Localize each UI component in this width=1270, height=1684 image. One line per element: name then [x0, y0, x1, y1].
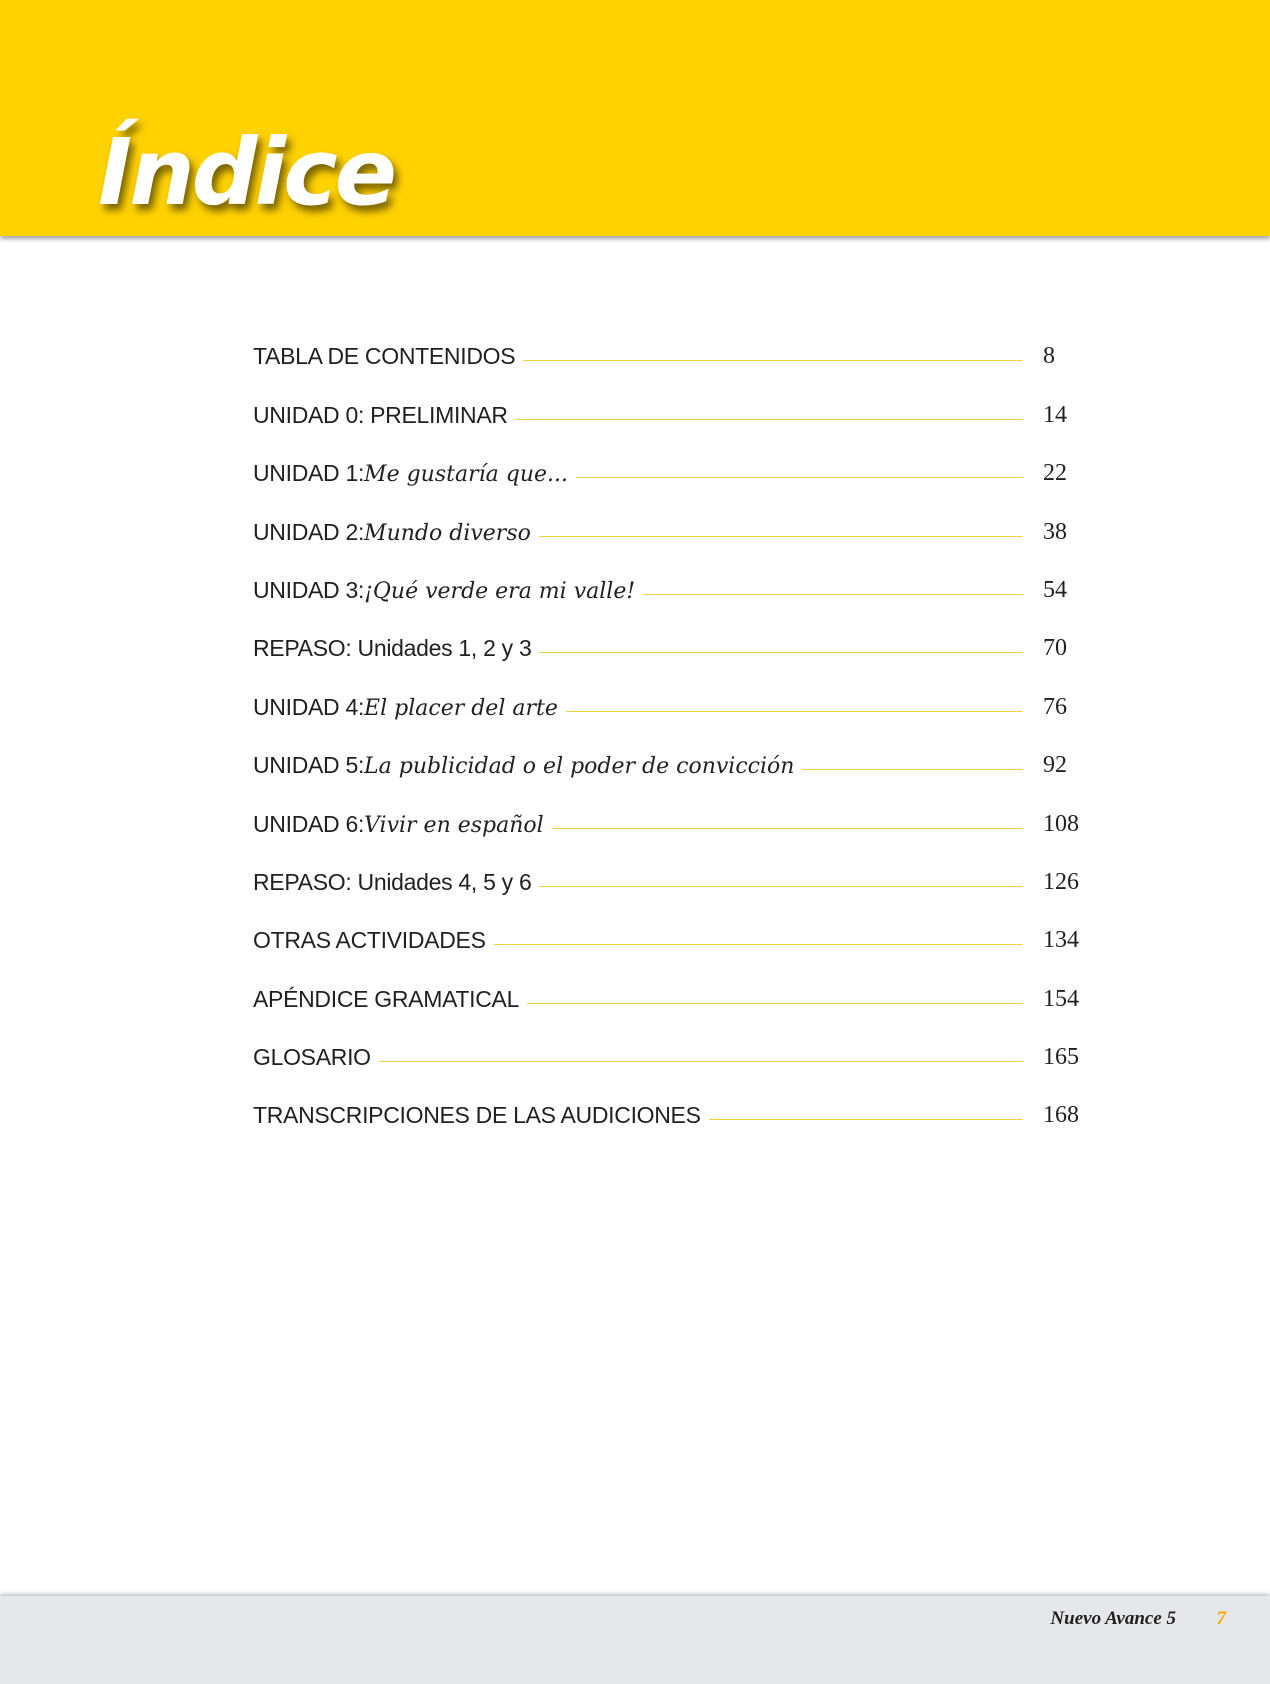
toc-leader-line — [709, 1118, 1023, 1120]
toc-entry-label: OTRAS ACTIVIDADES — [253, 927, 486, 954]
toc-entry[interactable] — [253, 662, 1093, 720]
toc-page-number: 154 — [1043, 985, 1079, 1012]
toc-leader-line — [494, 943, 1023, 945]
toc-page-number: 38 — [1043, 518, 1067, 545]
table-of-contents — [253, 312, 1093, 1129]
footer-book-title: Nuevo Avance 5 — [1050, 1608, 1176, 1629]
toc-leader-line — [539, 885, 1023, 887]
footer-page-number: 7 — [1216, 1608, 1226, 1629]
toc-page-number: 54 — [1043, 576, 1067, 603]
toc-entry[interactable] — [253, 312, 1093, 370]
toc-leader-line — [539, 651, 1023, 653]
toc-leader-line — [527, 1002, 1023, 1004]
page-title: Índice — [98, 119, 395, 226]
toc-entry-label: UNIDAD 6: — [253, 810, 365, 837]
header-banner — [0, 0, 1270, 236]
toc-entry-label: UNIDAD 5: — [253, 752, 365, 779]
toc-entry-title: Vivir en español — [364, 812, 544, 838]
toc-page-number: 76 — [1043, 693, 1067, 720]
toc-entry-label: UNIDAD 0: PRELIMINAR — [253, 401, 508, 428]
toc-leader-line — [576, 476, 1023, 478]
toc-leader-line — [643, 593, 1023, 595]
toc-entry[interactable] — [253, 1013, 1093, 1071]
toc-entry[interactable] — [253, 604, 1093, 662]
toc-entry-label: GLOSARIO — [253, 1044, 371, 1071]
toc-leader-line — [552, 827, 1023, 829]
toc-leader-line — [523, 359, 1023, 361]
toc-entry[interactable] — [253, 838, 1093, 896]
toc-entry-title: El placer del arte — [364, 695, 558, 721]
toc-leader-line — [566, 710, 1023, 712]
toc-entry[interactable] — [253, 429, 1093, 487]
toc-entry-label: REPASO: Unidades 1, 2 y 3 — [253, 635, 532, 662]
toc-page-number: 14 — [1043, 401, 1067, 428]
toc-leader-line — [379, 1060, 1023, 1062]
toc-entry-title: La publicidad o el poder de convicción — [364, 754, 795, 780]
toc-entry-label: APÉNDICE GRAMATICAL — [253, 985, 520, 1012]
toc-entry-label: UNIDAD 2: — [253, 518, 365, 545]
toc-page-number: 165 — [1043, 1044, 1079, 1071]
toc-entry[interactable] — [253, 721, 1093, 779]
toc-entry[interactable] — [253, 1071, 1093, 1129]
toc-page-number: 92 — [1043, 752, 1067, 779]
toc-entry[interactable] — [253, 370, 1093, 428]
page-footer — [0, 1596, 1270, 1684]
toc-page-number: 70 — [1043, 635, 1067, 662]
toc-entry[interactable] — [253, 487, 1093, 545]
toc-leader-line — [516, 418, 1023, 420]
toc-entry-label: UNIDAD 4: — [253, 693, 365, 720]
toc-entry[interactable] — [253, 779, 1093, 837]
toc-page-number: 108 — [1043, 810, 1079, 837]
toc-leader-line — [539, 535, 1023, 537]
toc-entry[interactable] — [253, 546, 1093, 604]
toc-entry-title: ¡Qué verde era mi valle! — [364, 578, 636, 604]
toc-entry[interactable] — [253, 954, 1093, 1012]
toc-page-number: 134 — [1043, 927, 1079, 954]
toc-leader-line — [802, 768, 1023, 770]
toc-entry-label: REPASO: Unidades 4, 5 y 6 — [253, 868, 532, 895]
toc-page-number: 126 — [1043, 868, 1079, 895]
toc-page-number: 168 — [1043, 1102, 1079, 1129]
toc-entry-label: UNIDAD 1: — [253, 460, 365, 487]
toc-entry-label: TABLA DE CONTENIDOS — [253, 343, 516, 370]
toc-entry-title: Me gustaría que... — [364, 462, 568, 488]
toc-page-number: 8 — [1043, 343, 1055, 370]
toc-entry-title: Mundo diverso — [364, 520, 531, 546]
toc-page-number: 22 — [1043, 460, 1067, 487]
toc-entry[interactable] — [253, 896, 1093, 954]
toc-entry-label: TRANSCRIPCIONES DE LAS AUDICIONES — [253, 1102, 701, 1129]
toc-entry-label: UNIDAD 3: — [253, 576, 365, 603]
